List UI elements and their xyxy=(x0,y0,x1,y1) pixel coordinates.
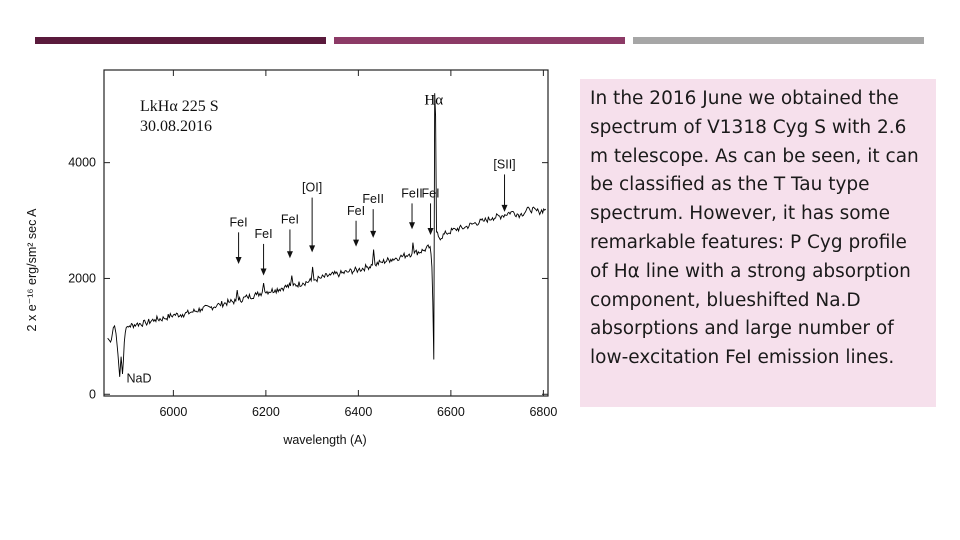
chart-title-line1: LkHα 225 S xyxy=(140,98,219,115)
annotation-arrow-head xyxy=(370,231,376,238)
x-axis-label: wavelength (A) xyxy=(283,433,367,447)
spectrum-chart xyxy=(0,60,560,460)
chart-series xyxy=(108,93,546,377)
annotation-arrow-head xyxy=(261,269,267,276)
annotation-arrow-head xyxy=(502,205,508,212)
spectrum-line xyxy=(108,93,546,377)
annotation-arrow-head xyxy=(409,222,415,229)
x-tick-label: 6600 xyxy=(436,405,465,419)
annotation-label: FeI xyxy=(254,226,273,241)
header-bar-2 xyxy=(334,37,625,44)
annotation-arrow-head xyxy=(353,240,359,247)
description-textbox xyxy=(580,79,936,407)
annotation-label: [SII] xyxy=(493,157,516,172)
header-bar-1 xyxy=(35,37,326,44)
y-axis-label: 2 x e⁻¹⁶ erg/sm² sec A xyxy=(25,208,39,332)
y-tick-label: 0 xyxy=(89,387,96,402)
y-tick-label: 4000 xyxy=(68,155,96,170)
annotation-label: FeII xyxy=(362,192,384,207)
description-text: In the 2016 June we obtained the spectrum of V1318 Cyg S with 2.6 m telescope. As can be seen, it can be classified as the T Tau type spectrum. However, it has some remarkable features: P Cyg profile of Hα line with a strong absorption component, blueshifted Na.D absorptions and large number of low-excitation FeI emission lines. xyxy=(590,88,919,369)
annotation-label: FeI xyxy=(229,215,248,230)
annotation-arrow-head xyxy=(428,228,434,235)
chart-title-line2: 30.08.2016 xyxy=(140,118,212,135)
x-tick-label: 6800 xyxy=(529,405,558,419)
chart-annotations xyxy=(127,93,516,386)
annotation-label: FeII xyxy=(401,186,423,201)
annotation-label: FeI xyxy=(347,203,366,218)
annotation-label: Hα xyxy=(424,92,444,109)
annotation-label: NaD xyxy=(126,371,152,386)
annotation-label: FeI xyxy=(280,212,299,227)
x-tick-label: 6000 xyxy=(159,405,188,419)
x-tick-label: 6400 xyxy=(344,405,373,419)
y-tick-label: 2000 xyxy=(68,271,96,286)
annotation-label: [OI] xyxy=(302,180,323,195)
annotation-arrow-head xyxy=(309,245,315,252)
annotation-label: FeI xyxy=(421,186,440,201)
annotation-arrow-head xyxy=(287,251,293,258)
header-bar-3 xyxy=(633,37,924,44)
annotation-arrow-head xyxy=(236,257,242,264)
x-tick-label: 6200 xyxy=(251,405,280,419)
